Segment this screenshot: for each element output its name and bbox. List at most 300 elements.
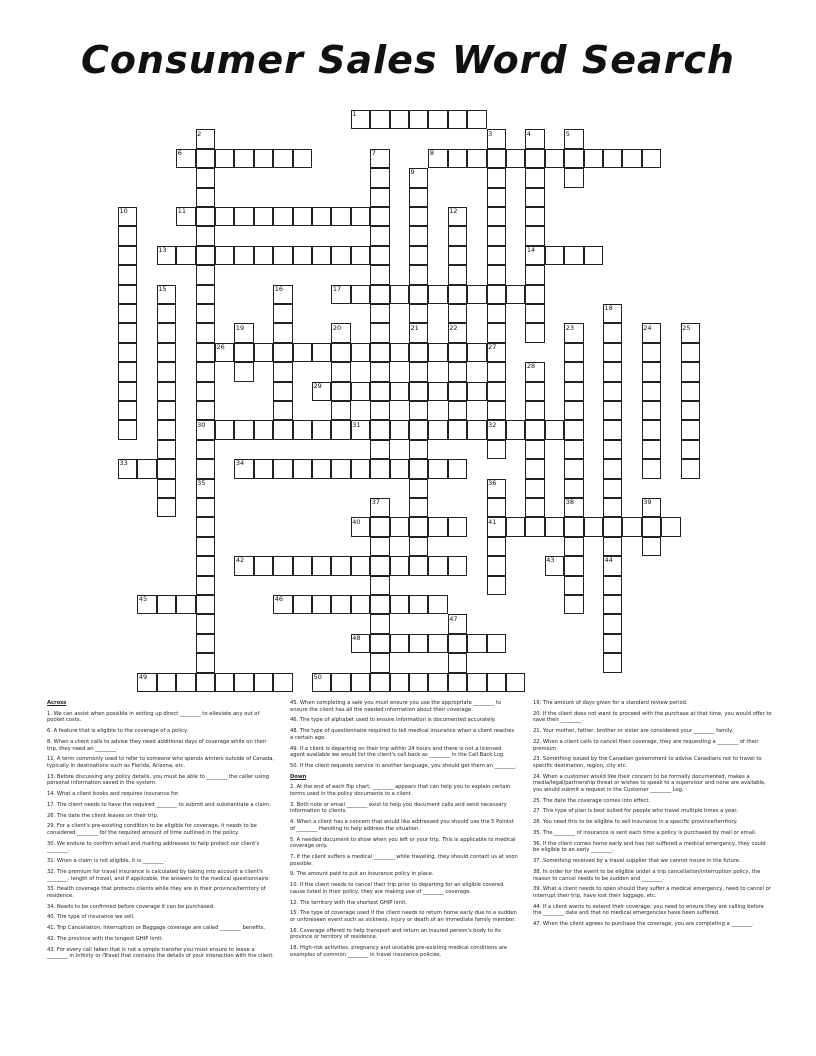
grid-cell[interactable] bbox=[487, 362, 506, 381]
grid-cell[interactable] bbox=[196, 401, 215, 420]
grid-cell[interactable] bbox=[409, 285, 428, 304]
grid-cell[interactable] bbox=[506, 673, 525, 692]
grid-cell[interactable] bbox=[370, 168, 389, 187]
grid-cell[interactable] bbox=[661, 517, 680, 536]
grid-cell[interactable] bbox=[448, 556, 467, 575]
grid-cell[interactable] bbox=[525, 188, 544, 207]
grid-cell[interactable] bbox=[118, 459, 137, 478]
grid-cell[interactable] bbox=[331, 323, 350, 342]
grid-cell[interactable] bbox=[525, 401, 544, 420]
grid-cell[interactable] bbox=[312, 207, 331, 226]
grid-cell[interactable] bbox=[351, 595, 370, 614]
grid-cell[interactable] bbox=[118, 265, 137, 284]
grid-cell[interactable] bbox=[254, 343, 273, 362]
grid-cell[interactable] bbox=[118, 362, 137, 381]
grid-cell[interactable] bbox=[157, 440, 176, 459]
grid-cell[interactable] bbox=[137, 673, 156, 692]
grid-cell[interactable] bbox=[603, 576, 622, 595]
grid-cell[interactable] bbox=[196, 149, 215, 168]
grid-cell[interactable] bbox=[118, 343, 137, 362]
grid-cell[interactable] bbox=[525, 459, 544, 478]
grid-cell[interactable] bbox=[603, 498, 622, 517]
grid-cell[interactable] bbox=[370, 323, 389, 342]
grid-cell[interactable] bbox=[428, 285, 447, 304]
grid-cell[interactable] bbox=[603, 149, 622, 168]
grid-cell[interactable] bbox=[370, 207, 389, 226]
grid-cell[interactable] bbox=[370, 595, 389, 614]
grid-cell[interactable] bbox=[487, 304, 506, 323]
grid-cell[interactable] bbox=[273, 362, 292, 381]
grid-cell[interactable] bbox=[273, 420, 292, 439]
grid-cell[interactable] bbox=[642, 343, 661, 362]
grid-cell[interactable] bbox=[351, 285, 370, 304]
grid-cell[interactable] bbox=[525, 304, 544, 323]
grid-cell[interactable] bbox=[525, 246, 544, 265]
grid-cell[interactable] bbox=[467, 149, 486, 168]
grid-cell[interactable] bbox=[176, 149, 195, 168]
grid-cell[interactable] bbox=[487, 207, 506, 226]
grid-cell[interactable] bbox=[254, 459, 273, 478]
grid-cell[interactable] bbox=[118, 323, 137, 342]
grid-cell[interactable] bbox=[487, 265, 506, 284]
grid-cell[interactable] bbox=[196, 285, 215, 304]
grid-cell[interactable] bbox=[448, 459, 467, 478]
grid-cell[interactable] bbox=[293, 459, 312, 478]
grid-cell[interactable] bbox=[448, 304, 467, 323]
grid-cell[interactable] bbox=[370, 498, 389, 517]
grid-cell[interactable] bbox=[603, 362, 622, 381]
grid-cell[interactable] bbox=[448, 226, 467, 245]
grid-cell[interactable] bbox=[564, 401, 583, 420]
grid-cell[interactable] bbox=[467, 634, 486, 653]
grid-cell[interactable] bbox=[564, 149, 583, 168]
grid-cell[interactable] bbox=[351, 673, 370, 692]
grid-cell[interactable] bbox=[428, 420, 447, 439]
grid-cell[interactable] bbox=[409, 673, 428, 692]
grid-cell[interactable] bbox=[564, 129, 583, 148]
grid-cell[interactable] bbox=[234, 323, 253, 342]
grid-cell[interactable] bbox=[525, 168, 544, 187]
grid-cell[interactable] bbox=[584, 149, 603, 168]
grid-cell[interactable] bbox=[428, 556, 447, 575]
grid-cell[interactable] bbox=[603, 459, 622, 478]
grid-cell[interactable] bbox=[196, 129, 215, 148]
grid-cell[interactable] bbox=[409, 634, 428, 653]
grid-cell[interactable] bbox=[564, 323, 583, 342]
grid-cell[interactable] bbox=[603, 537, 622, 556]
grid-cell[interactable] bbox=[448, 614, 467, 633]
grid-cell[interactable] bbox=[525, 382, 544, 401]
grid-cell[interactable] bbox=[448, 246, 467, 265]
grid-cell[interactable] bbox=[370, 634, 389, 653]
grid-cell[interactable] bbox=[603, 595, 622, 614]
grid-cell[interactable] bbox=[370, 673, 389, 692]
grid-cell[interactable] bbox=[118, 420, 137, 439]
grid-cell[interactable] bbox=[157, 479, 176, 498]
grid-cell[interactable] bbox=[157, 285, 176, 304]
grid-cell[interactable] bbox=[370, 285, 389, 304]
grid-cell[interactable] bbox=[370, 382, 389, 401]
grid-cell[interactable] bbox=[622, 149, 641, 168]
grid-cell[interactable] bbox=[487, 440, 506, 459]
grid-cell[interactable] bbox=[118, 285, 137, 304]
grid-cell[interactable] bbox=[487, 246, 506, 265]
grid-cell[interactable] bbox=[506, 149, 525, 168]
grid-cell[interactable] bbox=[254, 673, 273, 692]
grid-cell[interactable] bbox=[273, 595, 292, 614]
grid-cell[interactable] bbox=[312, 459, 331, 478]
grid-cell[interactable] bbox=[331, 556, 350, 575]
grid-cell[interactable] bbox=[196, 323, 215, 342]
grid-cell[interactable] bbox=[467, 673, 486, 692]
grid-cell[interactable] bbox=[273, 459, 292, 478]
grid-cell[interactable] bbox=[118, 226, 137, 245]
grid-cell[interactable] bbox=[584, 246, 603, 265]
grid-cell[interactable] bbox=[525, 440, 544, 459]
grid-cell[interactable] bbox=[196, 382, 215, 401]
grid-cell[interactable] bbox=[390, 595, 409, 614]
grid-cell[interactable] bbox=[370, 556, 389, 575]
grid-cell[interactable] bbox=[487, 149, 506, 168]
grid-cell[interactable] bbox=[487, 168, 506, 187]
grid-cell[interactable] bbox=[370, 188, 389, 207]
grid-cell[interactable] bbox=[370, 304, 389, 323]
grid-cell[interactable] bbox=[564, 537, 583, 556]
grid-cell[interactable] bbox=[448, 323, 467, 342]
grid-cell[interactable] bbox=[196, 420, 215, 439]
grid-cell[interactable] bbox=[370, 653, 389, 672]
grid-cell[interactable] bbox=[351, 110, 370, 129]
grid-cell[interactable] bbox=[351, 246, 370, 265]
grid-cell[interactable] bbox=[293, 343, 312, 362]
grid-cell[interactable] bbox=[234, 459, 253, 478]
grid-cell[interactable] bbox=[234, 362, 253, 381]
grid-cell[interactable] bbox=[137, 595, 156, 614]
grid-cell[interactable] bbox=[273, 556, 292, 575]
grid-cell[interactable] bbox=[448, 110, 467, 129]
grid-cell[interactable] bbox=[157, 323, 176, 342]
grid-cell[interactable] bbox=[215, 420, 234, 439]
grid-cell[interactable] bbox=[681, 459, 700, 478]
grid-cell[interactable] bbox=[487, 129, 506, 148]
grid-cell[interactable] bbox=[603, 343, 622, 362]
grid-cell[interactable] bbox=[157, 595, 176, 614]
grid-cell[interactable] bbox=[448, 673, 467, 692]
grid-cell[interactable] bbox=[409, 207, 428, 226]
grid-cell[interactable] bbox=[176, 673, 195, 692]
grid-cell[interactable] bbox=[525, 362, 544, 381]
grid-cell[interactable] bbox=[409, 382, 428, 401]
grid-cell[interactable] bbox=[196, 168, 215, 187]
grid-cell[interactable] bbox=[176, 246, 195, 265]
grid-cell[interactable] bbox=[370, 537, 389, 556]
grid-cell[interactable] bbox=[448, 362, 467, 381]
grid-cell[interactable] bbox=[118, 246, 137, 265]
grid-cell[interactable] bbox=[487, 343, 506, 362]
grid-cell[interactable] bbox=[487, 323, 506, 342]
grid-cell[interactable] bbox=[196, 265, 215, 284]
grid-cell[interactable] bbox=[293, 556, 312, 575]
grid-cell[interactable] bbox=[409, 420, 428, 439]
grid-cell[interactable] bbox=[428, 634, 447, 653]
grid-cell[interactable] bbox=[525, 420, 544, 439]
grid-cell[interactable] bbox=[642, 362, 661, 381]
grid-cell[interactable] bbox=[487, 576, 506, 595]
grid-cell[interactable] bbox=[428, 382, 447, 401]
grid-cell[interactable] bbox=[273, 246, 292, 265]
grid-cell[interactable] bbox=[409, 459, 428, 478]
grid-cell[interactable] bbox=[370, 149, 389, 168]
grid-cell[interactable] bbox=[487, 537, 506, 556]
grid-cell[interactable] bbox=[215, 673, 234, 692]
grid-cell[interactable] bbox=[273, 285, 292, 304]
grid-cell[interactable] bbox=[390, 556, 409, 575]
grid-cell[interactable] bbox=[603, 440, 622, 459]
grid-cell[interactable] bbox=[506, 285, 525, 304]
grid-cell[interactable] bbox=[603, 304, 622, 323]
grid-cell[interactable] bbox=[409, 188, 428, 207]
grid-cell[interactable] bbox=[273, 323, 292, 342]
grid-cell[interactable] bbox=[603, 556, 622, 575]
grid-cell[interactable] bbox=[234, 556, 253, 575]
grid-cell[interactable] bbox=[196, 576, 215, 595]
grid-cell[interactable] bbox=[525, 323, 544, 342]
grid-cell[interactable] bbox=[351, 556, 370, 575]
grid-cell[interactable] bbox=[390, 110, 409, 129]
grid-cell[interactable] bbox=[196, 595, 215, 614]
grid-cell[interactable] bbox=[525, 149, 544, 168]
grid-cell[interactable] bbox=[254, 207, 273, 226]
grid-cell[interactable] bbox=[293, 207, 312, 226]
grid-cell[interactable] bbox=[196, 362, 215, 381]
grid-cell[interactable] bbox=[409, 343, 428, 362]
grid-cell[interactable] bbox=[157, 343, 176, 362]
grid-cell[interactable] bbox=[642, 420, 661, 439]
grid-cell[interactable] bbox=[370, 401, 389, 420]
grid-cell[interactable] bbox=[215, 207, 234, 226]
grid-cell[interactable] bbox=[448, 207, 467, 226]
grid-cell[interactable] bbox=[370, 246, 389, 265]
grid-cell[interactable] bbox=[487, 517, 506, 536]
grid-cell[interactable] bbox=[215, 149, 234, 168]
grid-cell[interactable] bbox=[196, 207, 215, 226]
grid-cell[interactable] bbox=[196, 343, 215, 362]
grid-cell[interactable] bbox=[273, 673, 292, 692]
grid-cell[interactable] bbox=[390, 420, 409, 439]
grid-cell[interactable] bbox=[564, 517, 583, 536]
grid-cell[interactable] bbox=[525, 207, 544, 226]
grid-cell[interactable] bbox=[603, 382, 622, 401]
grid-cell[interactable] bbox=[390, 634, 409, 653]
grid-cell[interactable] bbox=[409, 265, 428, 284]
grid-cell[interactable] bbox=[564, 420, 583, 439]
grid-cell[interactable] bbox=[331, 401, 350, 420]
grid-cell[interactable] bbox=[234, 420, 253, 439]
grid-cell[interactable] bbox=[273, 382, 292, 401]
grid-cell[interactable] bbox=[428, 110, 447, 129]
grid-cell[interactable] bbox=[331, 459, 350, 478]
grid-cell[interactable] bbox=[157, 246, 176, 265]
grid-cell[interactable] bbox=[428, 343, 447, 362]
grid-cell[interactable] bbox=[603, 420, 622, 439]
grid-cell[interactable] bbox=[390, 382, 409, 401]
grid-cell[interactable] bbox=[545, 556, 564, 575]
grid-cell[interactable] bbox=[390, 343, 409, 362]
grid-cell[interactable] bbox=[525, 479, 544, 498]
grid-cell[interactable] bbox=[196, 479, 215, 498]
grid-cell[interactable] bbox=[409, 304, 428, 323]
grid-cell[interactable] bbox=[467, 343, 486, 362]
grid-cell[interactable] bbox=[681, 440, 700, 459]
grid-cell[interactable] bbox=[312, 673, 331, 692]
grid-cell[interactable] bbox=[157, 382, 176, 401]
grid-cell[interactable] bbox=[331, 207, 350, 226]
grid-cell[interactable] bbox=[293, 595, 312, 614]
grid-cell[interactable] bbox=[157, 498, 176, 517]
grid-cell[interactable] bbox=[331, 420, 350, 439]
grid-cell[interactable] bbox=[196, 304, 215, 323]
grid-cell[interactable] bbox=[351, 634, 370, 653]
grid-cell[interactable] bbox=[487, 401, 506, 420]
grid-cell[interactable] bbox=[196, 188, 215, 207]
grid-cell[interactable] bbox=[487, 382, 506, 401]
grid-cell[interactable] bbox=[681, 323, 700, 342]
grid-cell[interactable] bbox=[642, 323, 661, 342]
grid-cell[interactable] bbox=[603, 653, 622, 672]
grid-cell[interactable] bbox=[487, 226, 506, 245]
grid-cell[interactable] bbox=[370, 265, 389, 284]
grid-cell[interactable] bbox=[448, 382, 467, 401]
grid-cell[interactable] bbox=[273, 401, 292, 420]
grid-cell[interactable] bbox=[681, 420, 700, 439]
grid-cell[interactable] bbox=[351, 382, 370, 401]
grid-cell[interactable] bbox=[234, 673, 253, 692]
grid-cell[interactable] bbox=[467, 285, 486, 304]
grid-cell[interactable] bbox=[293, 149, 312, 168]
grid-cell[interactable] bbox=[584, 517, 603, 536]
grid-cell[interactable] bbox=[331, 595, 350, 614]
grid-cell[interactable] bbox=[681, 343, 700, 362]
grid-cell[interactable] bbox=[487, 556, 506, 575]
grid-cell[interactable] bbox=[196, 634, 215, 653]
grid-cell[interactable] bbox=[467, 382, 486, 401]
grid-cell[interactable] bbox=[351, 207, 370, 226]
grid-cell[interactable] bbox=[312, 343, 331, 362]
grid-cell[interactable] bbox=[370, 440, 389, 459]
grid-cell[interactable] bbox=[409, 110, 428, 129]
grid-cell[interactable] bbox=[370, 459, 389, 478]
grid-cell[interactable] bbox=[564, 498, 583, 517]
grid-cell[interactable] bbox=[564, 246, 583, 265]
grid-cell[interactable] bbox=[196, 653, 215, 672]
grid-cell[interactable] bbox=[506, 420, 525, 439]
grid-cell[interactable] bbox=[196, 537, 215, 556]
grid-cell[interactable] bbox=[234, 246, 253, 265]
grid-cell[interactable] bbox=[487, 285, 506, 304]
grid-cell[interactable] bbox=[254, 246, 273, 265]
grid-cell[interactable] bbox=[196, 517, 215, 536]
grid-cell[interactable] bbox=[351, 343, 370, 362]
grid-cell[interactable] bbox=[525, 498, 544, 517]
grid-cell[interactable] bbox=[467, 420, 486, 439]
grid-cell[interactable] bbox=[409, 440, 428, 459]
grid-cell[interactable] bbox=[390, 673, 409, 692]
grid-cell[interactable] bbox=[390, 459, 409, 478]
grid-cell[interactable] bbox=[564, 479, 583, 498]
grid-cell[interactable] bbox=[448, 653, 467, 672]
grid-cell[interactable] bbox=[487, 498, 506, 517]
grid-cell[interactable] bbox=[525, 285, 544, 304]
grid-cell[interactable] bbox=[390, 517, 409, 536]
grid-cell[interactable] bbox=[293, 420, 312, 439]
grid-cell[interactable] bbox=[409, 362, 428, 381]
grid-cell[interactable] bbox=[603, 634, 622, 653]
grid-cell[interactable] bbox=[215, 343, 234, 362]
grid-cell[interactable] bbox=[370, 226, 389, 245]
grid-cell[interactable] bbox=[312, 420, 331, 439]
grid-cell[interactable] bbox=[196, 614, 215, 633]
grid-cell[interactable] bbox=[331, 362, 350, 381]
grid-cell[interactable] bbox=[215, 246, 234, 265]
grid-cell[interactable] bbox=[196, 440, 215, 459]
grid-cell[interactable] bbox=[157, 362, 176, 381]
grid-cell[interactable] bbox=[157, 459, 176, 478]
grid-cell[interactable] bbox=[448, 634, 467, 653]
grid-cell[interactable] bbox=[196, 226, 215, 245]
grid-cell[interactable] bbox=[234, 343, 253, 362]
grid-cell[interactable] bbox=[196, 246, 215, 265]
grid-cell[interactable] bbox=[351, 517, 370, 536]
grid-cell[interactable] bbox=[603, 323, 622, 342]
grid-cell[interactable] bbox=[312, 246, 331, 265]
grid-cell[interactable] bbox=[545, 420, 564, 439]
grid-cell[interactable] bbox=[409, 556, 428, 575]
grid-cell[interactable] bbox=[428, 595, 447, 614]
grid-cell[interactable] bbox=[137, 459, 156, 478]
grid-cell[interactable] bbox=[234, 149, 253, 168]
grid-cell[interactable] bbox=[428, 149, 447, 168]
grid-cell[interactable] bbox=[564, 362, 583, 381]
grid-cell[interactable] bbox=[545, 517, 564, 536]
grid-cell[interactable] bbox=[409, 517, 428, 536]
grid-cell[interactable] bbox=[409, 595, 428, 614]
grid-cell[interactable] bbox=[564, 576, 583, 595]
grid-cell[interactable] bbox=[351, 420, 370, 439]
grid-cell[interactable] bbox=[254, 420, 273, 439]
grid-cell[interactable] bbox=[196, 673, 215, 692]
grid-cell[interactable] bbox=[409, 226, 428, 245]
grid-cell[interactable] bbox=[331, 343, 350, 362]
grid-cell[interactable] bbox=[622, 517, 641, 536]
grid-cell[interactable] bbox=[409, 498, 428, 517]
grid-cell[interactable] bbox=[448, 285, 467, 304]
grid-cell[interactable] bbox=[603, 517, 622, 536]
grid-cell[interactable] bbox=[681, 382, 700, 401]
grid-cell[interactable] bbox=[467, 110, 486, 129]
grid-cell[interactable] bbox=[487, 420, 506, 439]
grid-cell[interactable] bbox=[448, 401, 467, 420]
grid-cell[interactable] bbox=[428, 517, 447, 536]
grid-cell[interactable] bbox=[196, 498, 215, 517]
grid-cell[interactable] bbox=[176, 207, 195, 226]
grid-cell[interactable] bbox=[409, 168, 428, 187]
grid-cell[interactable] bbox=[642, 517, 661, 536]
grid-cell[interactable] bbox=[273, 304, 292, 323]
grid-cell[interactable] bbox=[564, 168, 583, 187]
grid-cell[interactable] bbox=[603, 401, 622, 420]
grid-cell[interactable] bbox=[448, 149, 467, 168]
grid-cell[interactable] bbox=[370, 420, 389, 439]
